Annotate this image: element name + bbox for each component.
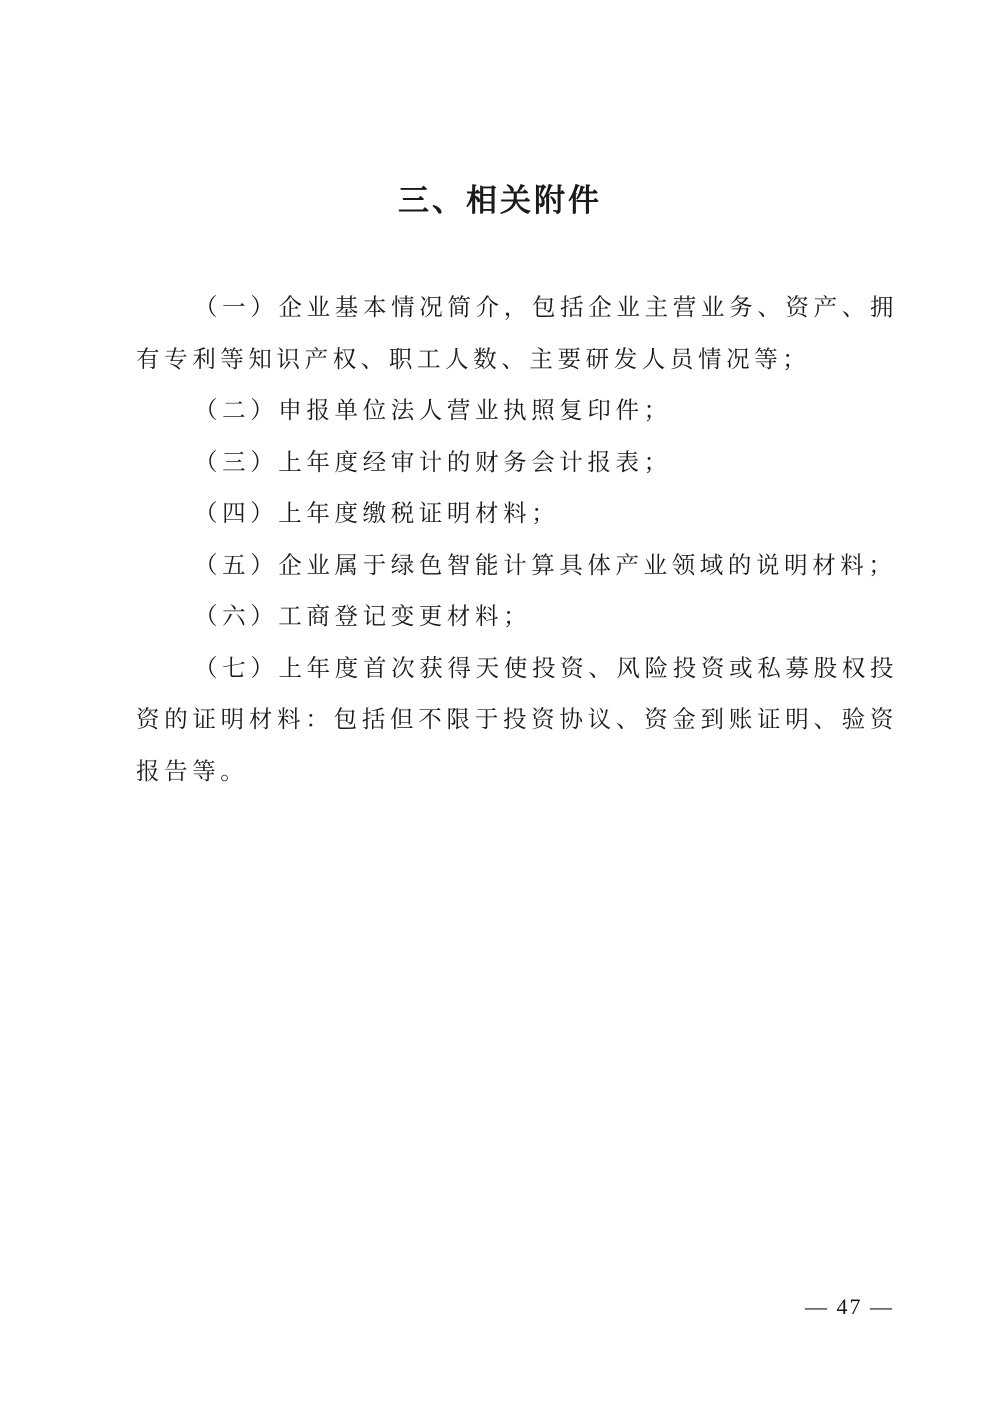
- attachment-item-6: （六）工商登记变更材料；: [194, 602, 532, 630]
- attachment-item-4: （四）上年度缴税证明材料；: [194, 499, 560, 527]
- attachment-item-5: （五）企业属于绿色智能计算具体产业领域的说明材料；: [194, 550, 897, 579]
- attachment-item-3: （三）上年度经审计的财务会计报表；: [194, 447, 672, 476]
- section-title: 三、相关附件: [398, 183, 602, 219]
- page-number: — 47 —: [805, 1294, 894, 1319]
- attachment-item-2: （二）申报单位法人营业执照复印件；: [194, 396, 672, 424]
- attachment-list: [136, 282, 898, 797]
- attachment-item-1: （一）企业基本情况简介，包括企业主营业务、资产、拥有专利等知识产权、职工人数、主要研发人员情况等；: [136, 293, 898, 373]
- attachment-item-7: （七）上年度首次获得天使投资、风险投资或私募股权投资的证明材料：包括但不限于投资协议、资金到账证明、验资报告等。: [136, 653, 898, 785]
